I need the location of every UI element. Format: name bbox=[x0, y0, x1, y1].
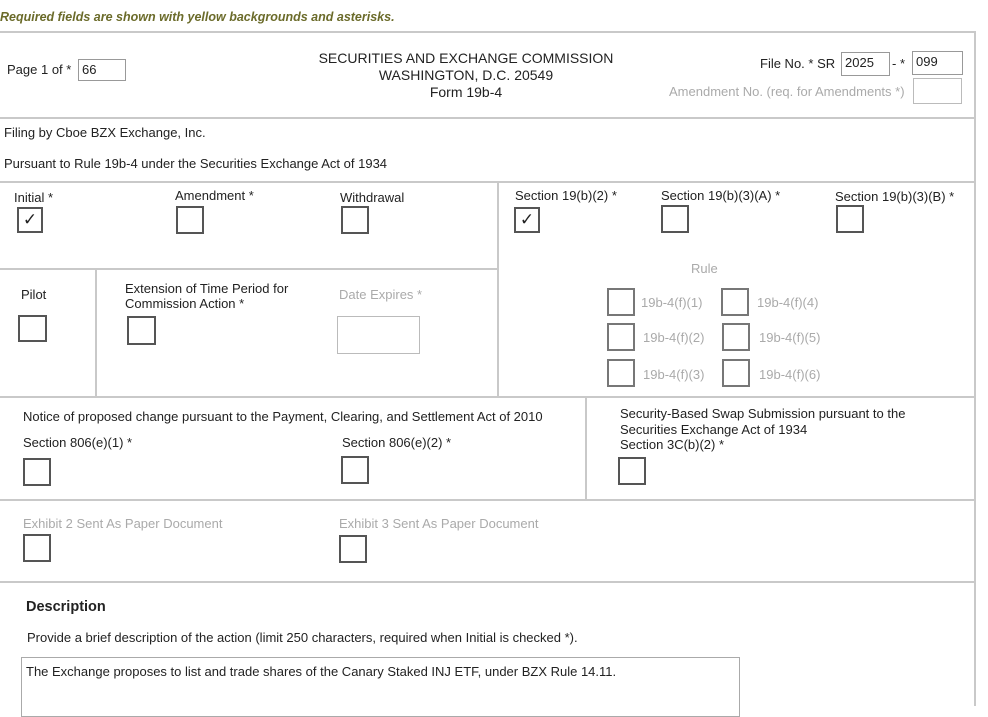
rule-f4-label: 19b-4(f)(4) bbox=[757, 295, 819, 310]
divider-payment bbox=[0, 499, 976, 501]
amendment-checkbox[interactable] bbox=[176, 206, 204, 234]
rule-f4-checkbox[interactable] bbox=[721, 288, 749, 316]
exhibit3-label: Exhibit 3 Sent As Paper Document bbox=[339, 516, 539, 531]
file-year-input[interactable]: 2025 bbox=[841, 52, 890, 76]
extension-label-line1: Extension of Time Period for bbox=[125, 281, 289, 296]
divider-header bbox=[0, 117, 976, 119]
divider-pilot bbox=[0, 396, 976, 398]
date-expires-label: Date Expires * bbox=[339, 287, 423, 302]
section-19b2-label: Section 19(b)(2) * bbox=[515, 188, 617, 203]
divider-exhibits bbox=[0, 581, 976, 583]
rule-f2-checkbox[interactable] bbox=[607, 323, 635, 351]
section-806e2-label: Section 806(e)(2) * bbox=[342, 435, 452, 450]
pilot-checkbox[interactable] bbox=[18, 315, 47, 342]
extension-label-line2: Commission Action * bbox=[125, 296, 245, 311]
swap-label-line2: Securities Exchange Act of 1934 bbox=[620, 421, 808, 437]
description-textarea[interactable]: The Exchange proposes to list and trade shares of the Canary Staked INJ ETF, under BZX Rule 14.11. bbox=[21, 657, 740, 717]
filing-by: Filing by Cboe BZX Exchange, Inc. bbox=[4, 125, 206, 140]
divider-filing bbox=[0, 181, 976, 183]
rule-title: Rule bbox=[691, 261, 718, 276]
description-instructions: Provide a brief description of the action (limit 250 characters, required when Initial is checked *). bbox=[27, 630, 578, 645]
initial-label: Initial * bbox=[14, 190, 54, 205]
swap-label-line1: Security-Based Swap Submission pursuant to the bbox=[620, 406, 906, 421]
rule-f6-checkbox[interactable] bbox=[722, 359, 750, 387]
section-806e1-label: Section 806(e)(1) * bbox=[23, 435, 133, 450]
title-commission: SECURITIES AND EXCHANGE COMMISSION bbox=[318, 50, 614, 66]
amendment-label: Amendment * bbox=[175, 188, 254, 203]
frame-top bbox=[0, 31, 976, 33]
exhibit3-checkbox[interactable] bbox=[339, 535, 367, 563]
required-fields-note: Required fields are shown with yellow backgrounds and asterisks. bbox=[0, 10, 395, 24]
form-title bbox=[296, 50, 636, 101]
divider-type bbox=[0, 268, 499, 270]
rule-f3-checkbox[interactable] bbox=[607, 359, 635, 387]
rule-f6-label: 19b-4(f)(6) bbox=[759, 367, 821, 382]
rule-f5-checkbox[interactable] bbox=[722, 323, 750, 351]
rule-f3-label: 19b-4(f)(3) bbox=[643, 367, 705, 382]
divider-swap-vertical bbox=[585, 396, 587, 500]
section-19b2-checkbox[interactable]: ✓ bbox=[514, 207, 540, 233]
payment-notice: Notice of proposed change pursuant to the Payment, Clearing, and Settlement Act of 2010 bbox=[23, 409, 543, 424]
exhibit2-checkbox[interactable] bbox=[23, 534, 51, 562]
page-count-input[interactable]: 66 bbox=[78, 59, 126, 81]
withdrawal-label: Withdrawal bbox=[340, 190, 405, 205]
rule-f1-checkbox[interactable] bbox=[607, 288, 635, 316]
section-806e2-checkbox[interactable] bbox=[341, 456, 369, 484]
amendment-no-label: Amendment No. (req. for Amendments *) bbox=[669, 84, 905, 99]
initial-checkbox[interactable]: ✓ bbox=[17, 207, 43, 233]
swap-label-line3: Section 3C(b)(2) * bbox=[620, 437, 725, 452]
frame-right bbox=[974, 31, 976, 706]
file-number-input[interactable]: 099 bbox=[912, 51, 963, 75]
section-19b3b-label: Section 19(b)(3)(B) * bbox=[835, 189, 955, 204]
date-expires-input[interactable] bbox=[337, 316, 420, 354]
section-19b3b-checkbox[interactable] bbox=[836, 205, 864, 233]
pilot-label: Pilot bbox=[21, 287, 47, 302]
swap-label bbox=[620, 406, 905, 453]
title-location: WASHINGTON, D.C. 20549 bbox=[378, 67, 554, 83]
divider-pilot-vertical bbox=[95, 268, 97, 396]
rule-f2-label: 19b-4(f)(2) bbox=[643, 330, 705, 345]
section-806e1-checkbox[interactable] bbox=[23, 458, 51, 486]
pursuant-text: Pursuant to Rule 19b-4 under the Securities Exchange Act of 1934 bbox=[4, 156, 388, 171]
section-19b3a-checkbox[interactable] bbox=[661, 205, 689, 233]
extension-checkbox[interactable] bbox=[127, 316, 156, 345]
divider-type-vertical bbox=[497, 181, 499, 396]
exhibit2-label: Exhibit 2 Sent As Paper Document bbox=[23, 516, 223, 531]
page-label: Page 1 of * bbox=[7, 62, 72, 77]
file-no-label: File No. * SR bbox=[760, 56, 836, 71]
description-title: Description bbox=[26, 599, 106, 615]
swap-checkbox[interactable] bbox=[618, 457, 646, 485]
amendment-no-input[interactable] bbox=[913, 78, 962, 104]
extension-label bbox=[125, 281, 288, 311]
rule-f1-label: 19b-4(f)(1) bbox=[641, 295, 703, 310]
file-dash: - * bbox=[892, 56, 905, 71]
section-19b3a-label: Section 19(b)(3)(A) * bbox=[661, 188, 781, 203]
title-form: Form 19b-4 bbox=[429, 84, 503, 100]
rule-f5-label: 19b-4(f)(5) bbox=[759, 330, 821, 345]
withdrawal-checkbox[interactable] bbox=[341, 206, 369, 234]
